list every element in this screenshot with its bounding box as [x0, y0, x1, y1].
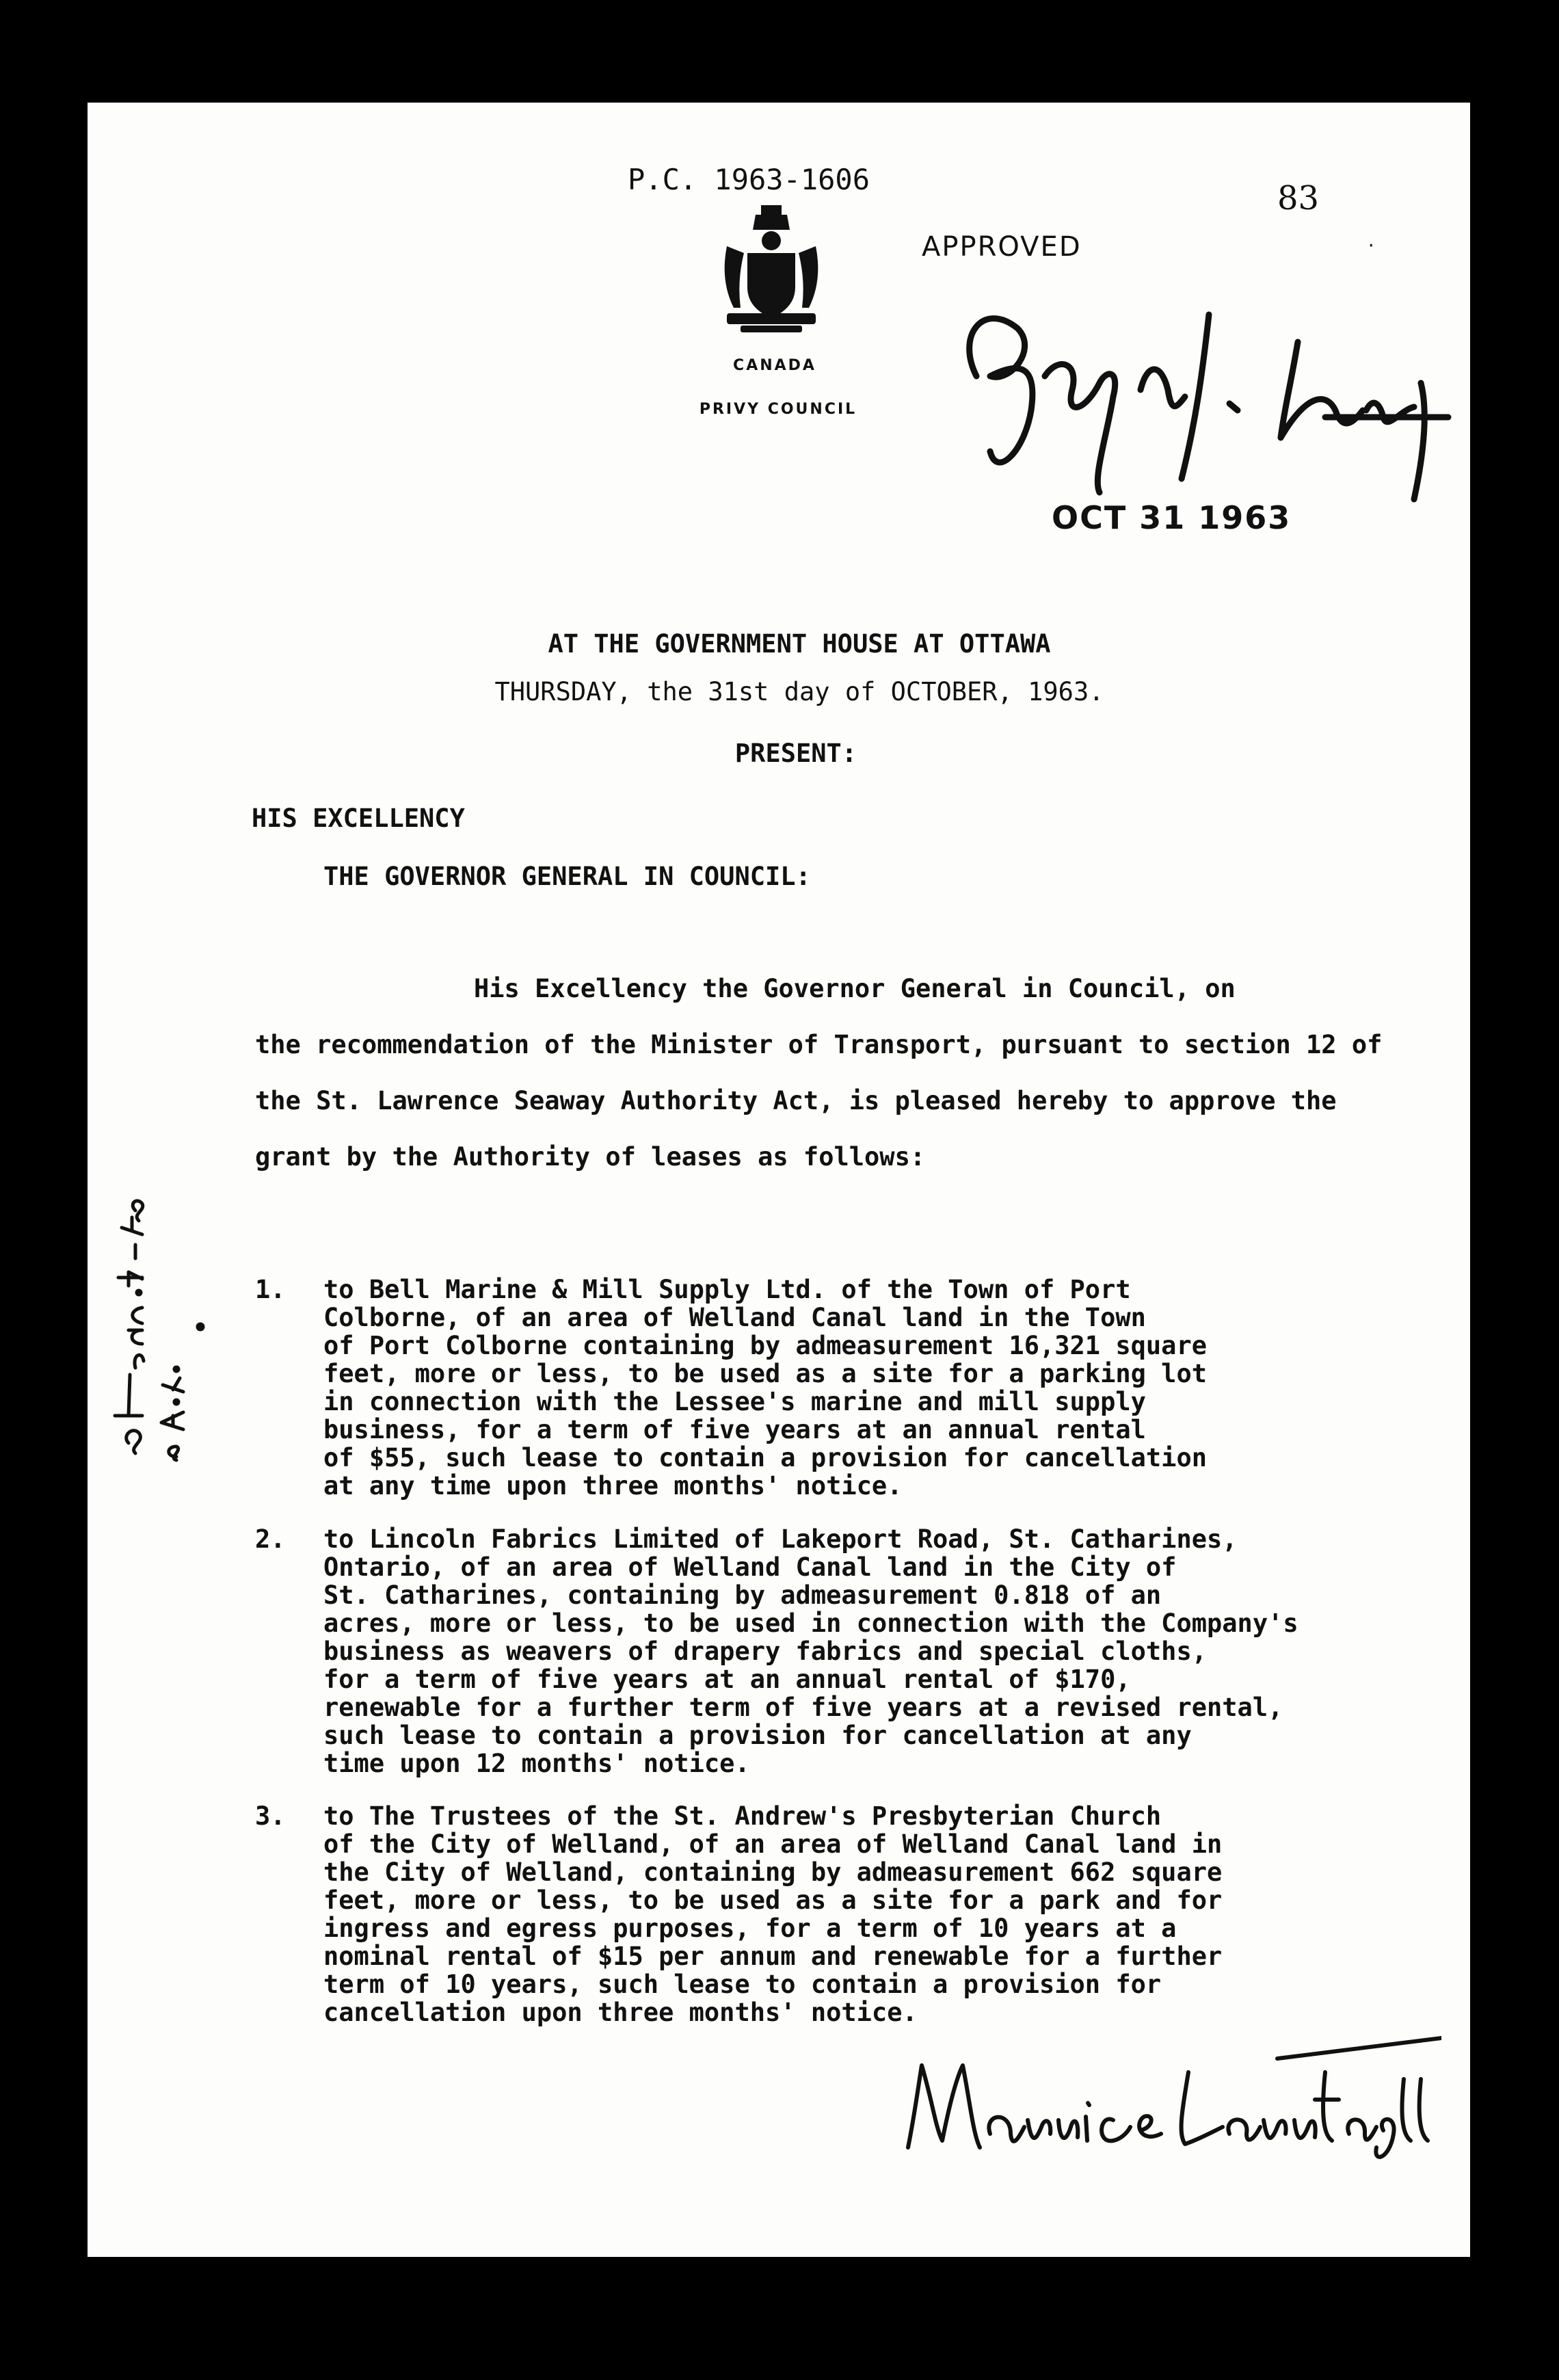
lease-item: [255, 1802, 1479, 2026]
lease-number: 2.: [255, 1524, 286, 1554]
lease-text: to The Trustees of the St. Andrew's Presbyterian Church of the City of Welland, of an area of Welland Canal land in the City of Welland, containing by admeasurement 662 square feet, more or less, to be used as a site for a park and for ingress and egress purposes, for a term of 10 years at a nominal rental of $15 per annum and renewable for a further term of 10 years, such lease to contain a provision for cancellation upon three months' notice.: [323, 1801, 1223, 2027]
lease-text: to Lincoln Fabrics Limited of Lakeport Road, St. Catharines, Ontario, of an area of Welland Canal land in the City of St. Catharines, containing by admeasurement 0.818 of an acres, more or less, to be used in connection with the Company's business as weavers of drapery fabrics and special cloths, for a term of five years at an annual rental of $170, renewable for a further term of five years at a revised rental, such lease to contain a provision for cancellation at any time upon 12 months' notice.: [323, 1524, 1298, 1778]
present-label: PRESENT:: [734, 739, 857, 768]
lease-item: [255, 1525, 1479, 1777]
intro-first-line: His Excellency the Governor General in Council, on: [474, 974, 1236, 1003]
attendance-line-1: HIS EXCELLENCY: [252, 804, 465, 833]
date-stamp: OCT 31 1963: [1052, 499, 1292, 536]
margin-handwritten-note: [81, 1190, 231, 1477]
lease-text: to Bell Marine & Mill Supply Ltd. of the Town of Port Colborne, of an area of Welland Canal land in the Town of Port Colborne containing by admeasurement 16,321 square feet, more or less, to be used as a site for a parking lot in connection with the Lessee's marine and mill supply business, for a term of five years at an annual rental of $55, such lease to contain a provision for cancellation at any time upon three months' notice.: [323, 1275, 1208, 1500]
minister-signature: [894, 2031, 1441, 2168]
crest-body-label: PRIVY COUNCIL: [699, 401, 857, 418]
document-page: [88, 103, 1470, 2257]
intro-body: the recommendation of the Minister of Transport, pursuant to section 12 of the St. Lawrence Seaway Authority Act, is pleased hereby to approve the grant by the Authority of leases as follows:: [255, 1030, 1383, 1172]
crest-country-label: CANADA: [733, 357, 816, 374]
approved-label: APPROVED: [922, 231, 1082, 263]
lease-number: 1.: [255, 1275, 286, 1304]
scan-mark: ·: [1366, 236, 1376, 255]
page-number: 83: [1277, 179, 1320, 217]
intro-paragraph: [255, 961, 1417, 1185]
meeting-date: THURSDAY, the 31st day of OCTOBER, 1963.: [494, 677, 1104, 706]
coat-of-arms-icon: [713, 205, 829, 335]
lease-item: [255, 1275, 1479, 1500]
lease-number: 3.: [255, 1801, 286, 1831]
order-number: P.C. 1963-1606: [628, 163, 870, 196]
meeting-location: AT THE GOVERNMENT HOUSE AT OTTAWA: [548, 629, 1051, 659]
attendance-line-2: THE GOVERNOR GENERAL IN COUNCIL:: [323, 862, 811, 891]
